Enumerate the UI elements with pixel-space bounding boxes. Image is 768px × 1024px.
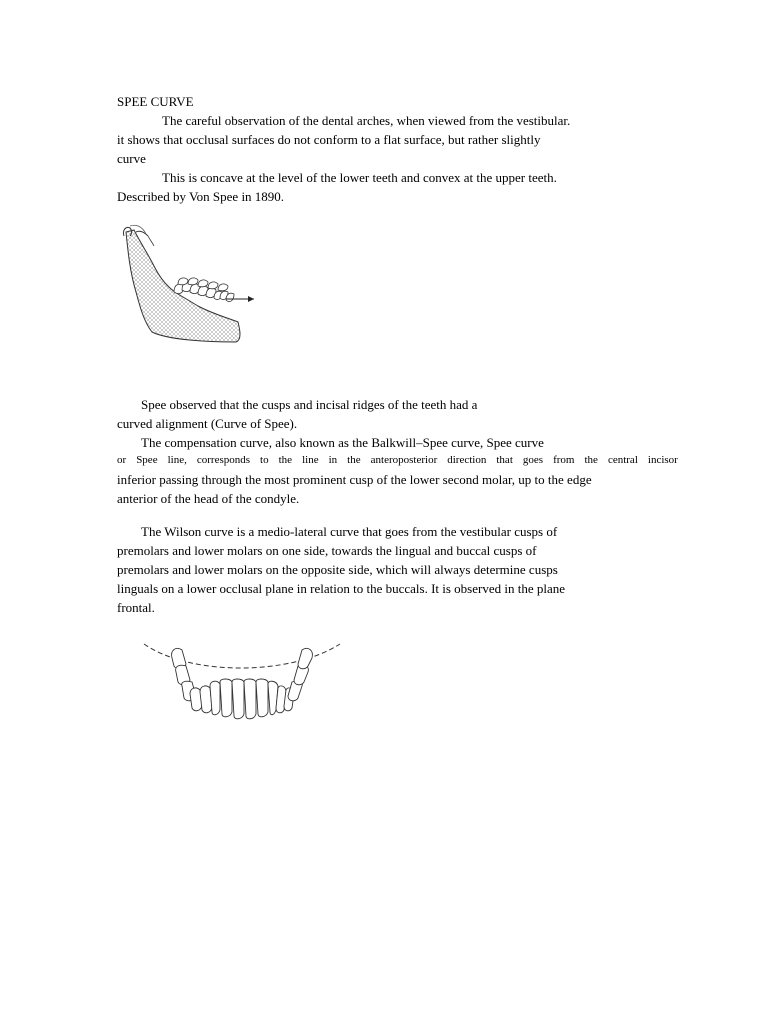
word: that <box>496 454 513 466</box>
word: the <box>347 454 361 466</box>
word: from <box>553 454 575 466</box>
word: the <box>584 454 598 466</box>
word: line, <box>167 454 187 466</box>
word: the <box>278 454 293 466</box>
word: Spee <box>136 454 158 466</box>
word: goes <box>522 454 544 466</box>
paragraph-line: frontal. <box>117 600 155 615</box>
paragraph-line: The careful observation of the dental arches, when viewed from the vestibular. <box>162 113 571 128</box>
word: corresponds <box>196 454 251 466</box>
paragraph-line: The Wilson curve is a medio-lateral curve that goes from the vestibular cusps of <box>141 524 558 539</box>
paragraph-line: The compensation curve, also known as the Balkwill–Spee curve, Spee curve <box>141 435 544 450</box>
section-heading: SPEE CURVE <box>117 94 194 109</box>
paragraph-line: inferior passing through the most prominent cusp of the lower second molar, up to the edge <box>117 472 592 487</box>
paragraph-line: Described by Von Spee in 1890. <box>117 189 285 204</box>
paragraph-line: linguals on a lower occlusal plane in relation to the buccals. It is observed in the plane <box>117 581 566 596</box>
dental-arch-illustration <box>140 636 345 726</box>
word: to <box>260 454 269 466</box>
word: anteroposterior <box>370 454 438 466</box>
word: in <box>328 454 338 466</box>
word: incisor <box>647 454 678 466</box>
paragraph-line: curved alignment (Curve of Spee). <box>117 416 298 431</box>
paragraph-line: anterior of the head of the condyle. <box>117 491 300 506</box>
justified-paragraph-line <box>117 451 678 470</box>
word: line <box>302 454 319 466</box>
paragraph-line: it shows that occlusal surfaces do not conform to a flat surface, but rather slightly <box>117 132 541 147</box>
word: or <box>117 454 127 466</box>
paragraph-line: curve <box>117 151 146 166</box>
paragraph-line: Spee observed that the cusps and incisal ridges of the teeth had a <box>141 397 478 412</box>
mandible-illustration <box>118 222 258 352</box>
word: central <box>607 454 638 466</box>
paragraph-line: This is concave at the level of the lower teeth and convex at the upper teeth. <box>162 170 557 185</box>
paragraph-line: premolars and lower molars on one side, towards the lingual and buccal cusps of <box>117 543 537 558</box>
paragraph-line: premolars and lower molars on the opposite side, which will always determine cusps <box>117 562 558 577</box>
word: direction <box>447 454 487 466</box>
